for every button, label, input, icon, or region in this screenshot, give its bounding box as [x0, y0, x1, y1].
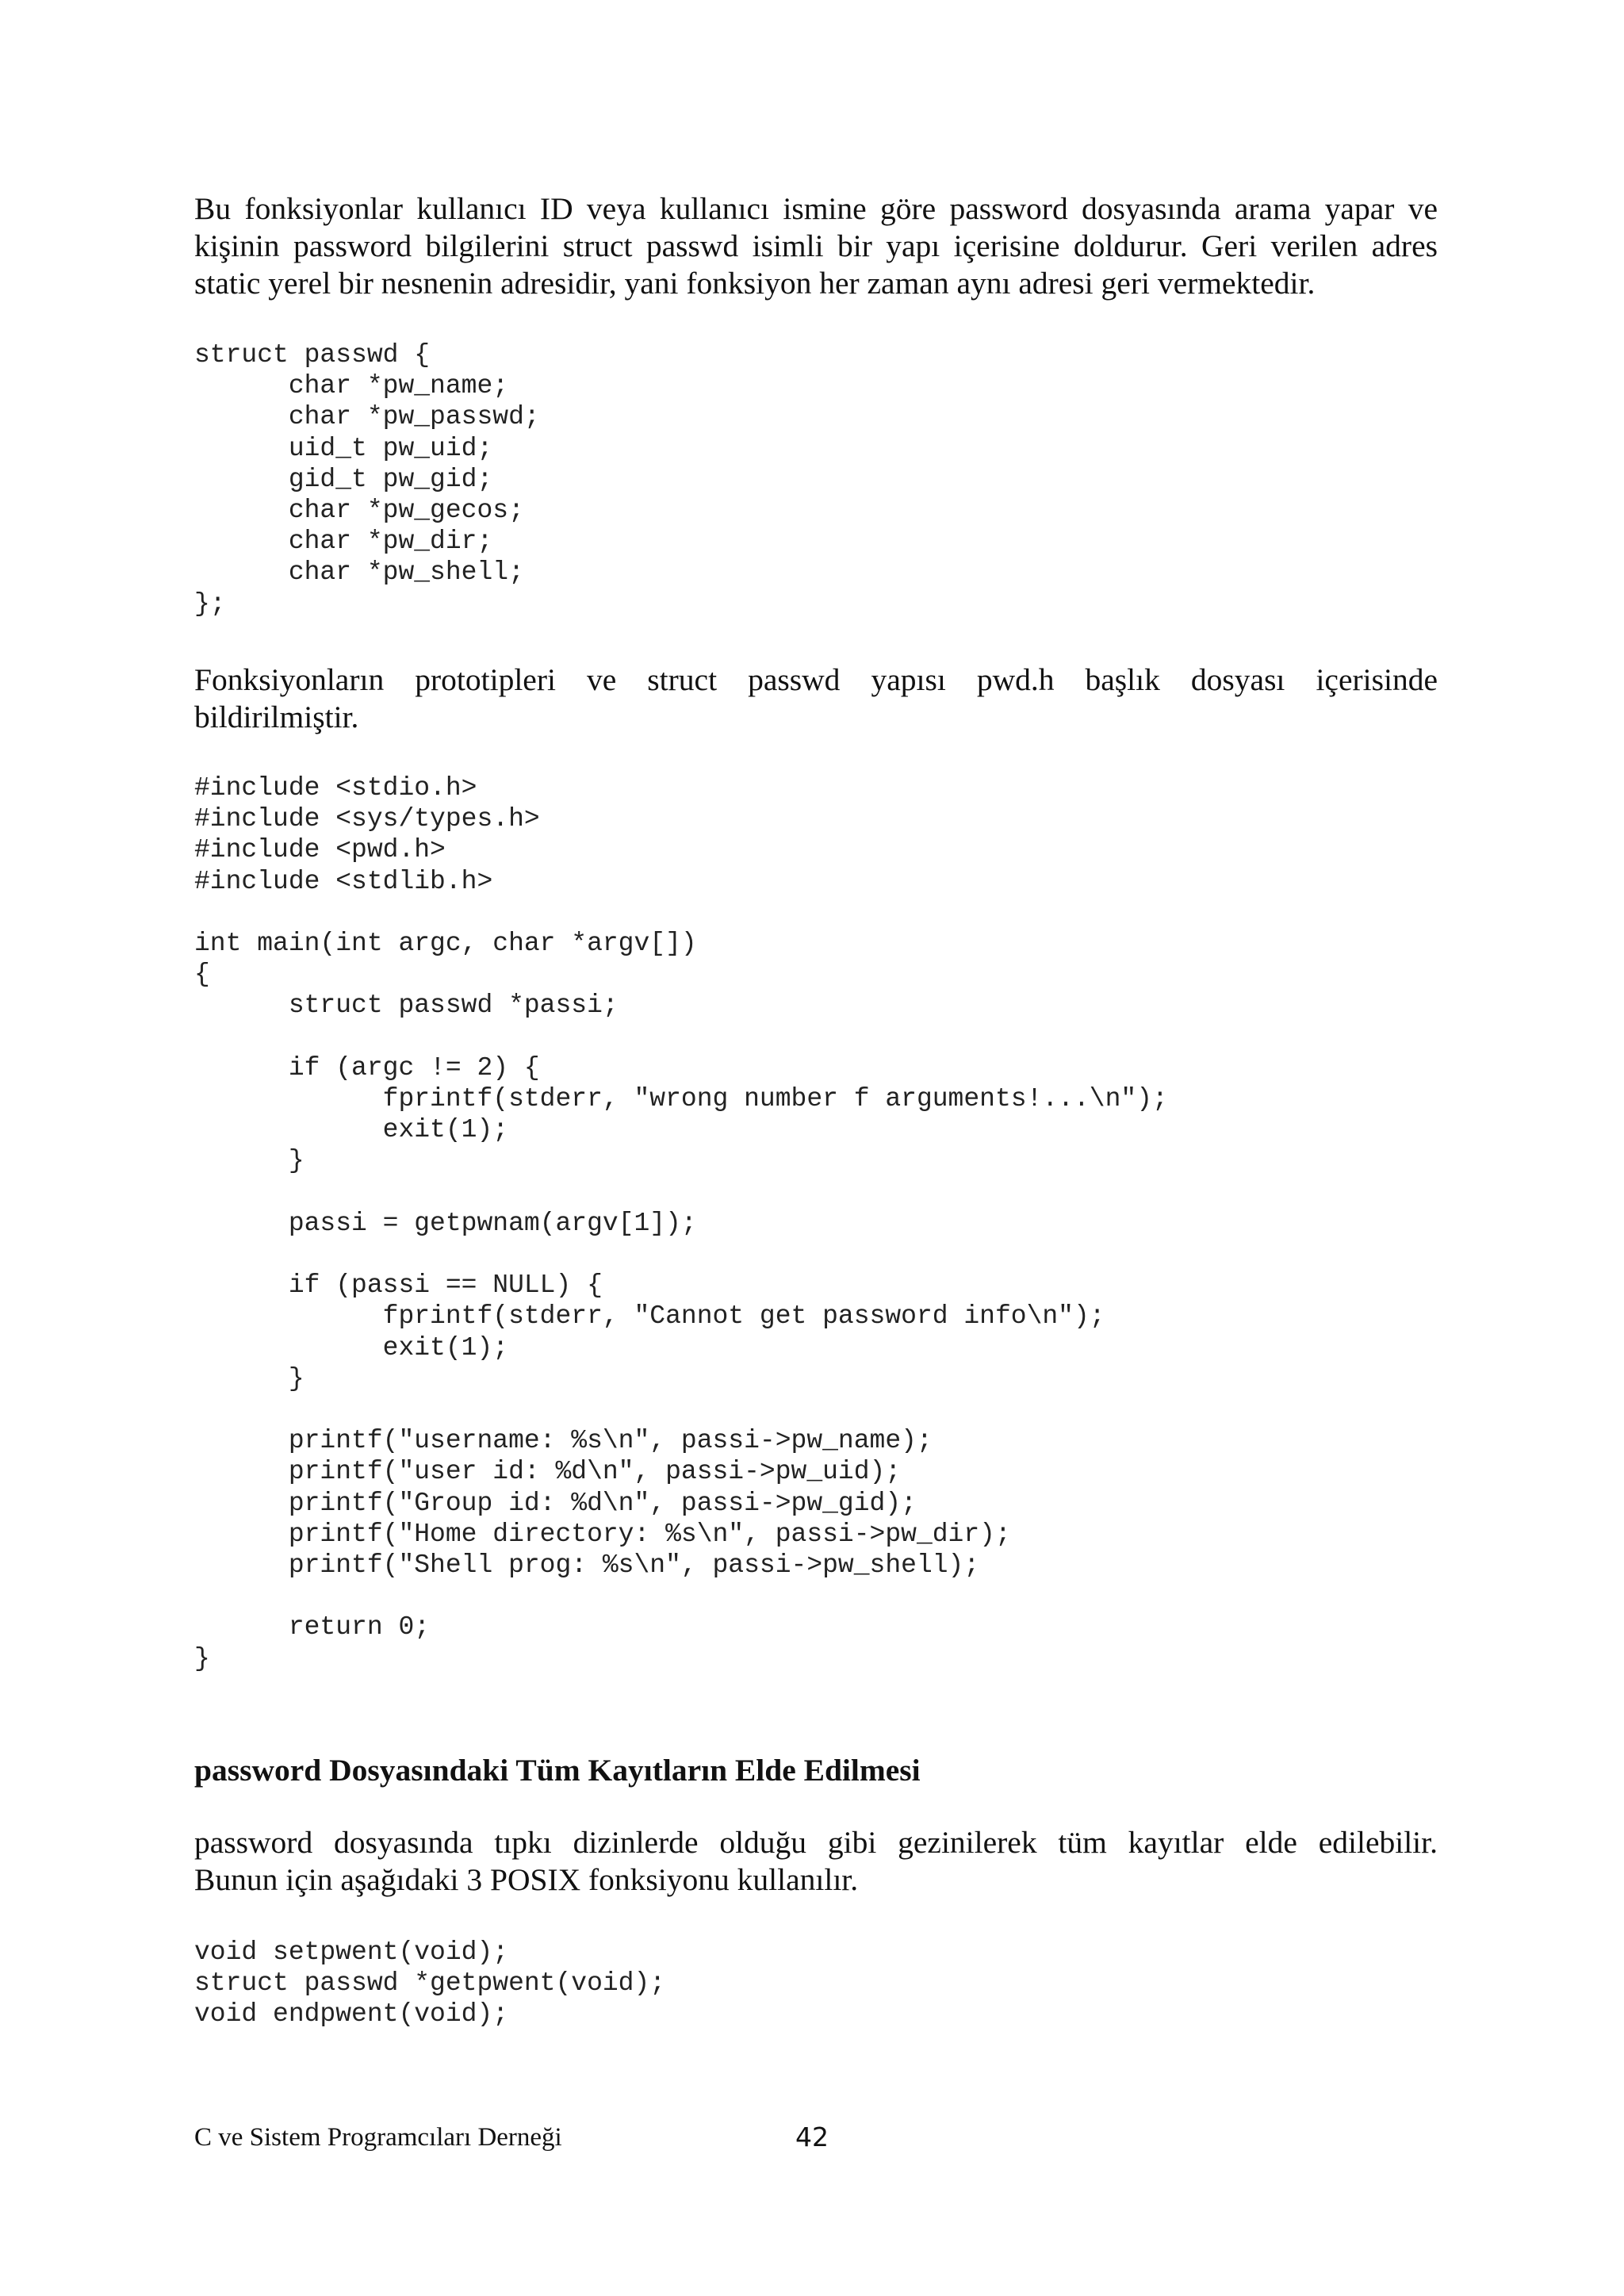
section-heading: password Dosyasındaki Tüm Kayıtların Elde Edilmesi [194, 1753, 921, 1788]
page-number: 42 [795, 2122, 829, 2152]
posix-functions-code: void setpwent(void); struct passwd *getpwent(void); void endpwent(void); [194, 1938, 666, 2030]
footer-organization: C ve Sistem Programcıları Derneği [194, 2123, 562, 2152]
paragraph-line: bildirilmiştir. [194, 700, 359, 734]
paragraph-line: Bu fonksiyonlar kullanıcı ID veya kullanıcı ismine göre password dosyasında arama yapar ve [194, 191, 1438, 226]
paragraph-line: password dosyasında tıpkı dizinlerde olduğu gibi gezinilerek tüm kayıtlar elde edilebilir. [194, 1825, 1438, 1860]
paragraph-line: Fonksiyonların prototipleri ve struct passwd yapısı pwd.h başlık dosyası içerisinde [194, 662, 1438, 697]
paragraph-line: Bunun için aşağıdaki 3 POSIX fonksiyonu kullanılır. [194, 1862, 859, 1897]
struct-passwd-code: struct passwd { char *pw_name; char *pw_passwd; uid_t pw_uid; gid_t pw_gid; char *pw_gecos; char *pw_dir; char *pw_shell; }; [194, 340, 540, 619]
intro-paragraph [194, 190, 1438, 302]
enumeration-paragraph [194, 1824, 1438, 1899]
prototypes-paragraph [194, 661, 1438, 736]
paragraph-line: kişinin password bilgilerini struct passwd isimli bir yapı içerisine doldurur. Geri verilen adres [194, 228, 1438, 263]
example-program-code: #include <stdio.h> #include <sys/types.h> #include <pwd.h> #include <stdlib.h> int main(int argc, char *argv[]) { struct passwd *passi; if (argc != 2) { fprintf(stderr, "wrong number f arguments!...\n"); exit(1); } passi = getpwnam(argv[1]); if (passi == NULL) { fprintf(stderr, "Cannot get password info\n"); exit(1); } printf("username: %s\n", passi->pw_name); printf("user id: %d\n", passi->pw_uid); printf("Group id: %d\n", passi->pw_gid); printf("Home directory: %s\n", passi->pw_dir); printf("Shell prog: %s\n", passi->pw_shell); return 0; } [194, 773, 1168, 1673]
paragraph-line: static yerel bir nesnenin adresidir, yani fonksiyon her zaman aynı adresi geri vermektedir. [194, 266, 1316, 301]
